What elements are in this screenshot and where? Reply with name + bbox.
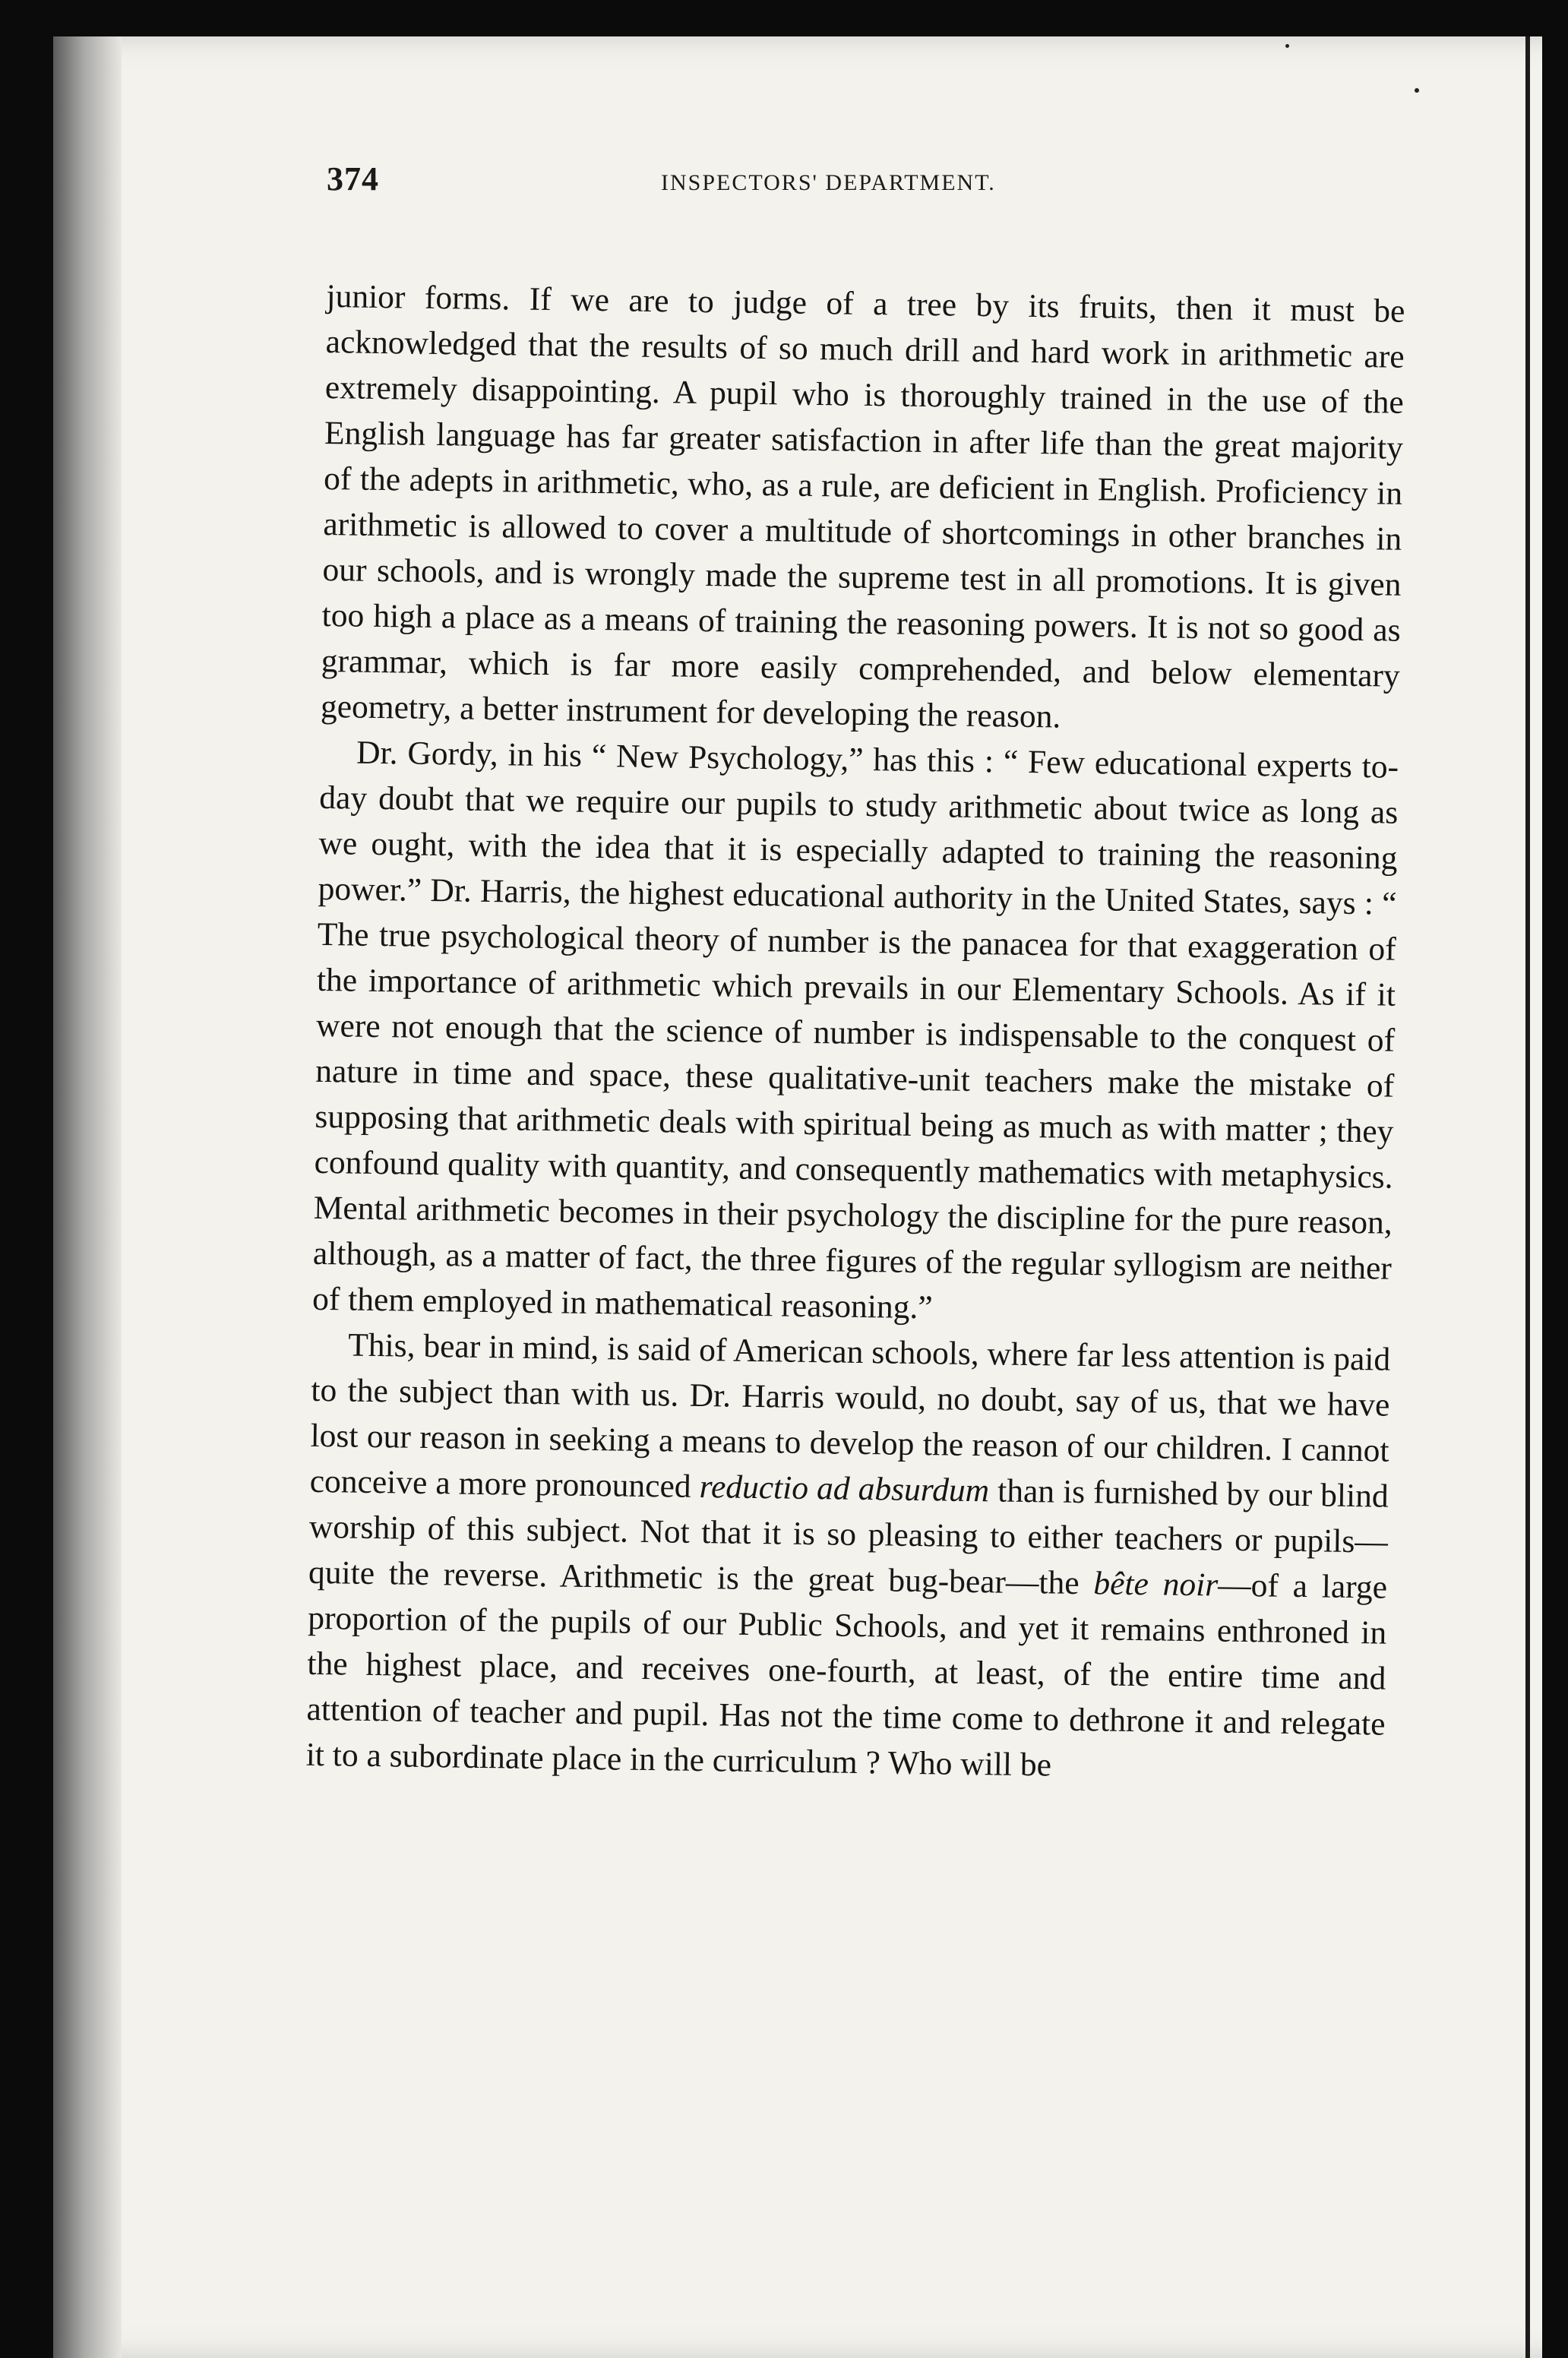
paragraph [321, 273, 1405, 744]
paragraph-text: This, bear in mind, is said of American schools, where far less attention is paid to the subject than with us. Dr. Harris would, no doubt, say of us, that we have lost our reason in seeking a means to develop the reason of our children. I cannot conceive a more pronounced [309, 1326, 1391, 1506]
body-text [305, 273, 1405, 1793]
paragraph-text: junior forms. If we are to judge of a tree by its fruits, then it must be acknowledged that the results of so much drill and hard work in arithmetic are extremely disappointing. A pupil who is thoroughly trained in the use of the English language has far greater satisfaction in after life than the great majority of the adepts in arithmetic, who, as a rule, are deficient in English. Proficiency in arithmetic is allowed to cover a multitude of shortcomings in other branches in our schools, and is wrongly made the supreme test in all promotions. It is given too high a place as a means of training the reasoning powers. It is not so good as grammar, which is far more easily comprehended, and below elementary geometry, a better instrument for developing the reason. [320, 277, 1405, 735]
page-edge-line [1525, 36, 1530, 2358]
paragraph [312, 729, 1399, 1337]
latin-phrase: reductio ad absurdum [699, 1468, 990, 1509]
paragraph-text: Dr. Gordy, in his “ New Psychology,” has this : “ Few educational experts to-day doubt that we require our pupils to study arithmetic about twice as long as we ought, with the idea that it is especially adapted to training the reasoning power.” Dr. Harris, the highest educational authority in the United States, says : “ The true psychological theory of number is the panacea for that exaggeration of the importance of arithmetic which prevails in our Elementary Schools. As if it were not enough that the science of number is indispensable to the conquest of nature in time and space, these qualitative-unit teachers make the mistake of supposing that arithmetic deals with spiritual being as much as with matter ; they confound quality with quantity, and consequently mathematics with metaphysics. Mental arithmetic becomes in their psychology the discipline for the pure reason, although, as a matter of fact, the three figures of the regular syllogism are neither of them employed in mathematical reasoning.” [311, 734, 1399, 1326]
gutter-shadow [53, 36, 122, 2358]
french-phrase: bête noir [1093, 1565, 1219, 1604]
paragraph-text: —of a large proportion of the pupils of our Public Schools, and yet it remains enthroned in the highest place, and receives one-fourth, at least, of the entire time and attention of teacher and pupil. Has not the time come to dethrone it and relegate it to a subordinate place in the curriculum ? Who will be [305, 1566, 1388, 1784]
dust-speck [1415, 88, 1419, 93]
running-head [327, 160, 1405, 220]
section-title: INSPECTORS' DEPARTMENT. [661, 170, 996, 195]
dust-speck [1285, 44, 1289, 48]
paragraph-text: than is furnished by our blind worship of this subject. Not that it is so pleasing to either teachers or pupils—quite the reverse. Arithmetic is the great bug-bear—the [308, 1472, 1389, 1602]
paragraph [305, 1322, 1390, 1793]
page-number: 374 [327, 160, 379, 198]
